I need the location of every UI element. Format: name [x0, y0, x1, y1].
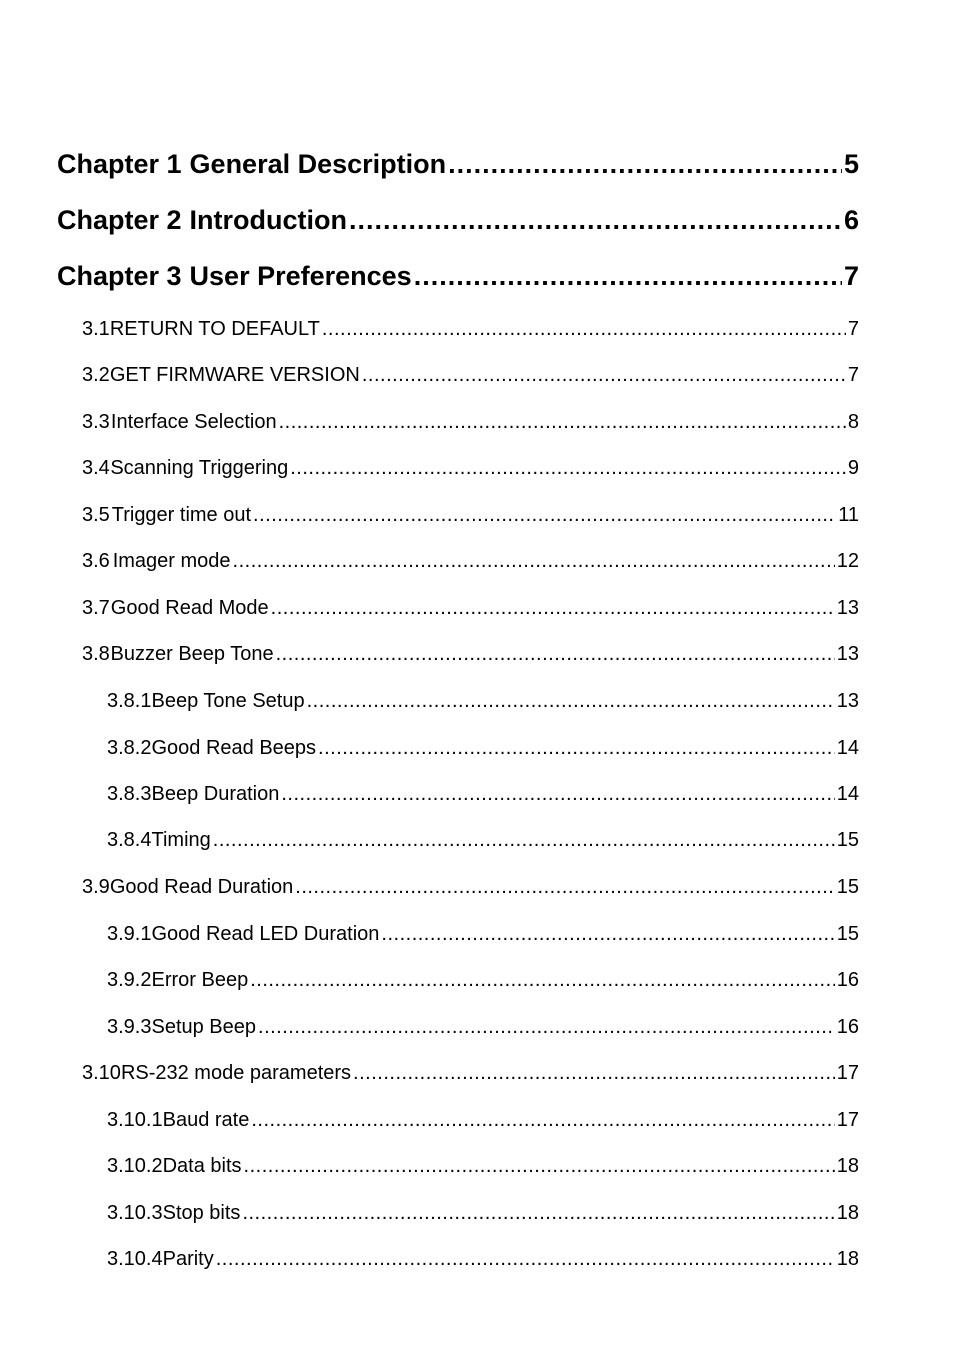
subsection-number: 3.10.1 — [107, 1109, 163, 1131]
toc-entry-3-1[interactable] — [82, 316, 859, 342]
page-number: 18 — [836, 1202, 859, 1224]
dot-leader — [281, 781, 834, 807]
toc-entry-3-9-1[interactable] — [107, 921, 859, 947]
subsection-title: Good Read LED Duration — [151, 923, 380, 945]
toc-entry-3-8-1[interactable] — [107, 688, 859, 714]
toc-chapter-2[interactable] — [57, 203, 859, 237]
toc-entry-3-8[interactable] — [82, 641, 859, 667]
chapter-title: Introduction — [189, 205, 348, 235]
page-number: 9 — [847, 457, 859, 479]
page-number: 18 — [836, 1248, 859, 1270]
section-title: Scanning Triggering — [110, 457, 289, 479]
dot-leader — [213, 827, 835, 853]
subsection-number: 3.8.4 — [107, 829, 152, 851]
toc-entry-3-10-4[interactable] — [107, 1246, 859, 1272]
toc-entry-3-10[interactable] — [82, 1060, 859, 1086]
page-number: 17 — [836, 1062, 859, 1084]
dot-leader — [448, 147, 842, 181]
page-number: 13 — [836, 643, 859, 665]
subsection-number: 3.8.2 — [107, 737, 152, 759]
chapter-title: General Description — [189, 149, 447, 179]
subsection-title: Parity — [162, 1248, 214, 1270]
toc-entry-3-7[interactable] — [82, 595, 859, 621]
dot-leader — [271, 595, 835, 621]
chapter-title: User Preferences — [189, 261, 412, 291]
toc-entry-3-3[interactable] — [82, 409, 859, 435]
dot-leader — [258, 1014, 835, 1040]
subsection-number: 3.9.1 — [107, 923, 152, 945]
dot-leader — [322, 316, 846, 342]
dot-leader — [307, 688, 835, 714]
toc-entry-3-9-2[interactable] — [107, 967, 859, 993]
subsection-number: 3.10.2 — [107, 1155, 163, 1177]
subsection-title: Beep Tone Setup — [151, 690, 305, 712]
page-number: 16 — [836, 969, 859, 991]
dot-leader — [290, 455, 846, 481]
subsection-title: Stop bits — [162, 1202, 241, 1224]
section-number: 3.3 — [82, 411, 110, 433]
section-number: 3.6 — [82, 550, 110, 572]
section-title: Interface Selection — [110, 411, 277, 433]
page-number: 14 — [836, 783, 859, 805]
section-number: 3.8 — [82, 643, 110, 665]
page-number: 14 — [836, 737, 859, 759]
section-title: RETURN TO DEFAULT — [109, 318, 320, 340]
toc-chapter-3[interactable] — [57, 259, 859, 293]
section-number: 3.4 — [82, 457, 110, 479]
section-title: Good Read Mode — [110, 597, 269, 619]
page-number: 18 — [836, 1155, 859, 1177]
dot-leader — [279, 409, 846, 435]
page-number: 6 — [843, 205, 859, 235]
toc-entry-3-5[interactable] — [82, 502, 859, 528]
page-number: 15 — [836, 923, 859, 945]
dot-leader — [251, 1107, 834, 1133]
dot-leader — [362, 362, 846, 388]
section-number: 3.7 — [82, 597, 110, 619]
page-number: 7 — [847, 318, 859, 340]
page-number: 7 — [843, 261, 859, 291]
dot-leader — [244, 1153, 835, 1179]
dot-leader — [250, 967, 835, 993]
page-number: 12 — [836, 550, 859, 572]
section-title: Trigger time out — [111, 504, 252, 526]
subsection-number: 3.10.4 — [107, 1248, 163, 1270]
page-number: 7 — [847, 364, 859, 386]
page-number: 15 — [836, 876, 859, 898]
section-number: 3.10 — [82, 1062, 121, 1084]
dot-leader — [414, 259, 842, 293]
subsection-number: 3.10.3 — [107, 1202, 163, 1224]
dot-leader — [253, 502, 836, 528]
chapter-number: Chapter 2 — [57, 205, 182, 235]
toc-entry-3-2[interactable] — [82, 362, 859, 388]
section-number: 3.2 — [82, 364, 110, 386]
section-number: 3.9 — [82, 876, 110, 898]
toc-entry-3-8-3[interactable] — [107, 781, 859, 807]
dot-leader — [295, 874, 834, 900]
page-number: 13 — [836, 597, 859, 619]
section-title: GET FIRMWARE VERSION — [109, 364, 360, 386]
toc-entry-3-10-3[interactable] — [107, 1200, 859, 1226]
page-number: 13 — [836, 690, 859, 712]
dot-leader — [318, 735, 835, 761]
page-number: 5 — [843, 149, 859, 179]
toc-chapter-1[interactable] — [57, 147, 859, 181]
dot-leader — [242, 1200, 834, 1226]
subsection-title: Timing — [151, 829, 211, 851]
toc-entry-3-10-1[interactable] — [107, 1107, 859, 1133]
toc-entry-3-8-4[interactable] — [107, 827, 859, 853]
dot-leader — [353, 1060, 835, 1086]
subsection-number: 3.8.1 — [107, 690, 152, 712]
section-title: Good Read Duration — [109, 876, 294, 898]
toc-entry-3-9-3[interactable] — [107, 1014, 859, 1040]
subsection-title: Data bits — [162, 1155, 242, 1177]
page-number: 11 — [838, 504, 859, 526]
dot-leader — [276, 641, 835, 667]
subsection-title: Error Beep — [151, 969, 249, 991]
chapter-number: Chapter 1 — [57, 149, 182, 179]
section-title: Buzzer Beep Tone — [110, 643, 274, 665]
subsection-title: Baud rate — [162, 1109, 250, 1131]
subsection-title: Beep Duration — [151, 783, 280, 805]
toc-entry-3-10-2[interactable] — [107, 1153, 859, 1179]
toc-entry-3-8-2[interactable] — [107, 735, 859, 761]
subsection-title: Good Read Beeps — [151, 737, 317, 759]
section-number: 3.1 — [82, 318, 110, 340]
chapter-number: Chapter 3 — [57, 261, 182, 291]
page-number: 17 — [836, 1109, 859, 1131]
subsection-number: 3.9.3 — [107, 1016, 152, 1038]
toc-entry-3-6[interactable] — [82, 548, 859, 574]
page-number: 15 — [836, 829, 859, 851]
subsection-number: 3.8.3 — [107, 783, 152, 805]
page-number: 16 — [836, 1016, 859, 1038]
dot-leader — [216, 1246, 835, 1272]
toc-entry-3-9[interactable] — [82, 874, 859, 900]
page-number: 8 — [847, 411, 859, 433]
dot-leader — [381, 921, 834, 947]
dot-leader — [349, 203, 842, 237]
section-number: 3.5 — [82, 504, 110, 526]
section-title: Imager mode — [112, 550, 231, 572]
subsection-title: Setup Beep — [151, 1016, 257, 1038]
dot-leader — [233, 548, 835, 574]
section-title: RS-232 mode parameters — [120, 1062, 352, 1084]
toc-entry-3-4[interactable] — [82, 455, 859, 481]
subsection-number: 3.9.2 — [107, 969, 152, 991]
